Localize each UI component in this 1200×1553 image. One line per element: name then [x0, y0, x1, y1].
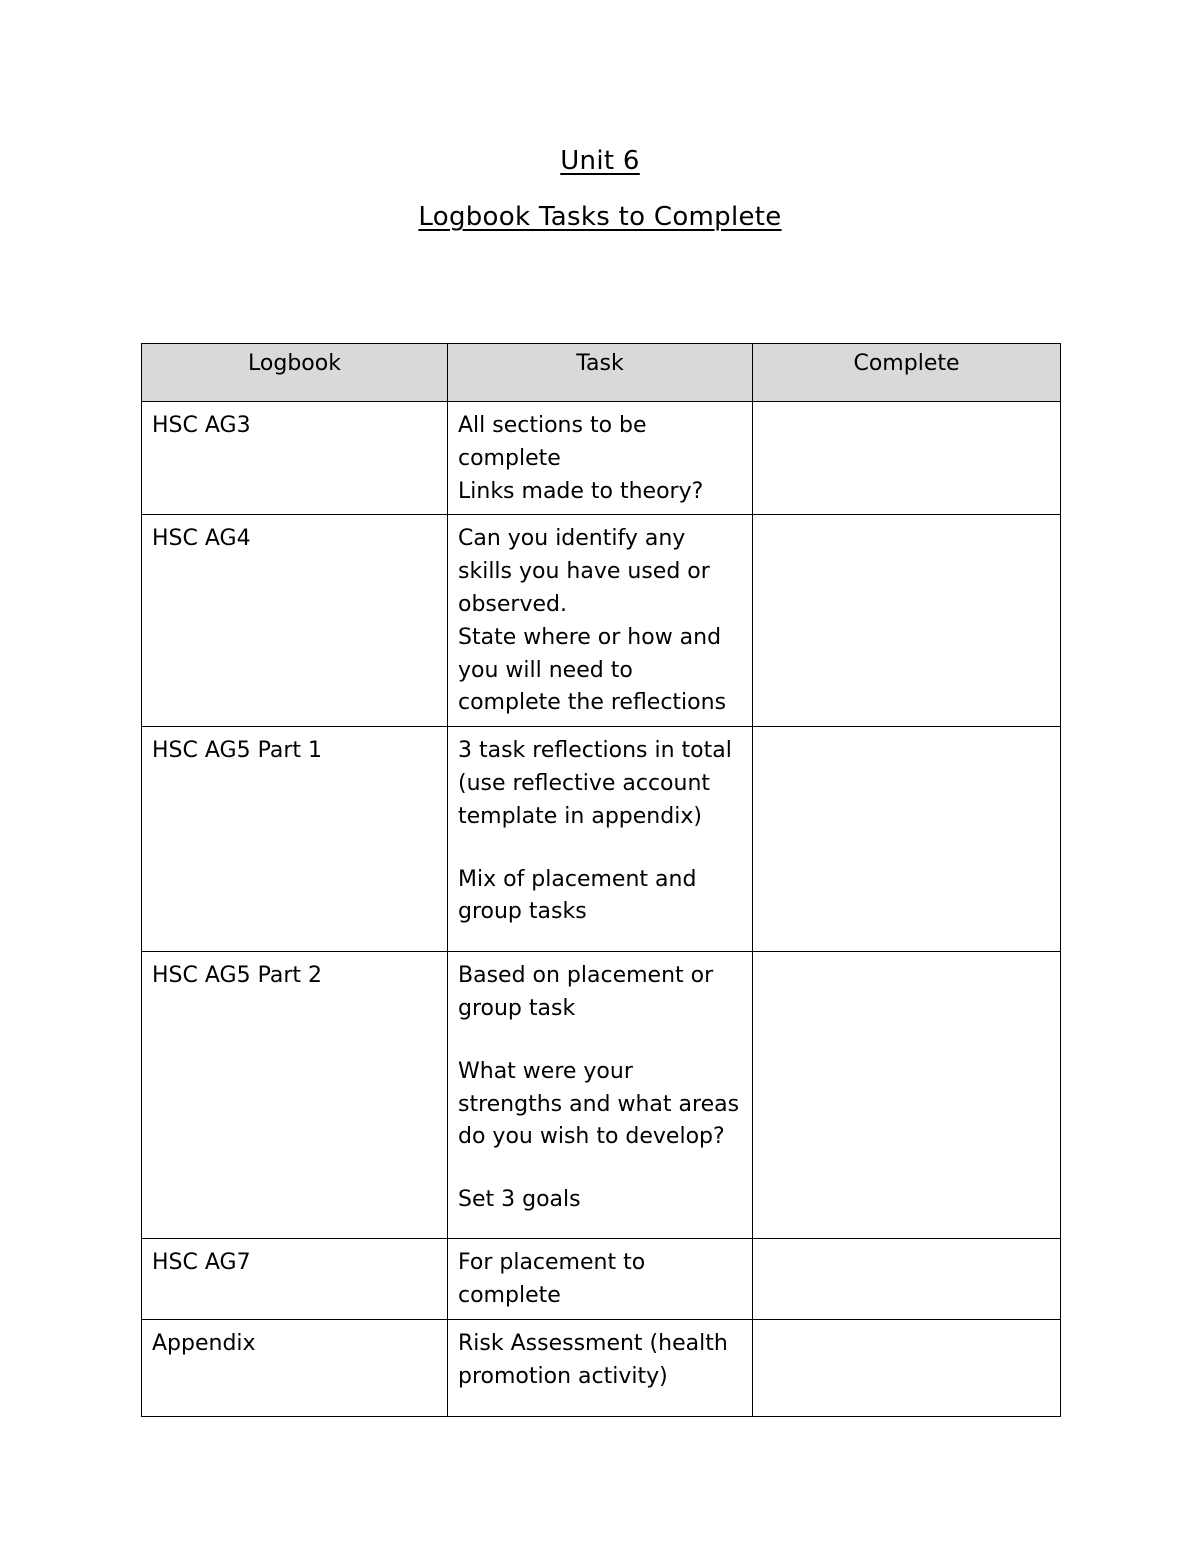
- task-text: Risk Assessment (health promotion activity): [458, 1330, 728, 1389]
- logbook-cell: HSC AG4: [142, 515, 448, 727]
- logbook-cell: HSC AG5 Part 2: [142, 952, 448, 1239]
- header-task: Task: [448, 344, 753, 402]
- task-text: Can you identify any skills you have used or observed. State where or how and you will need to complete the reflections: [458, 526, 727, 716]
- table-row: [142, 1319, 1061, 1416]
- task-text: Mix of placement and group tasks: [458, 866, 697, 925]
- task-text: Based on placement or group task: [458, 963, 714, 1021]
- complete-cell[interactable]: [753, 515, 1061, 727]
- table-row: [142, 1239, 1061, 1320]
- complete-cell[interactable]: [753, 402, 1061, 515]
- complete-cell[interactable]: [753, 1239, 1061, 1320]
- task-text: What were your strengths and what areas do you wish to develop?: [458, 1058, 740, 1150]
- complete-cell[interactable]: [753, 952, 1061, 1239]
- task-cell: [448, 952, 753, 1239]
- task-text: All sections to be complete Links made to theory?: [458, 413, 704, 504]
- logbook-cell: Appendix: [142, 1319, 448, 1416]
- complete-cell[interactable]: [753, 1319, 1061, 1416]
- task-cell: [448, 515, 753, 727]
- logbook-tasks-table: [141, 343, 1061, 1417]
- logbook-cell: HSC AG7: [142, 1239, 448, 1320]
- table-row: [142, 727, 1061, 952]
- complete-cell[interactable]: [753, 727, 1061, 952]
- logbook-tasks-heading: Logbook Tasks to Complete: [418, 202, 782, 232]
- paragraph-gap: [458, 834, 742, 864]
- table-row: [142, 515, 1061, 727]
- task-text: Set 3 goals: [458, 1187, 581, 1213]
- task-text: For placement to complete: [458, 1250, 646, 1308]
- table-row: [142, 952, 1061, 1239]
- paragraph-gap: [458, 1026, 742, 1056]
- logbook-cell: HSC AG5 Part 1: [142, 727, 448, 952]
- task-text: 3 task reflections in total (use reflective account template in appendix): [458, 738, 732, 829]
- header-logbook: Logbook: [142, 344, 448, 402]
- unit-title: Unit 6: [560, 146, 640, 176]
- task-cell: [448, 1319, 753, 1416]
- logbook-cell: HSC AG3: [142, 402, 448, 515]
- table-row: [142, 402, 1061, 515]
- paragraph-gap: [458, 1154, 742, 1184]
- table-header-row: [142, 344, 1061, 402]
- task-cell: [448, 402, 753, 515]
- task-cell: [448, 727, 753, 952]
- task-cell: [448, 1239, 753, 1320]
- header-complete: Complete: [753, 344, 1061, 402]
